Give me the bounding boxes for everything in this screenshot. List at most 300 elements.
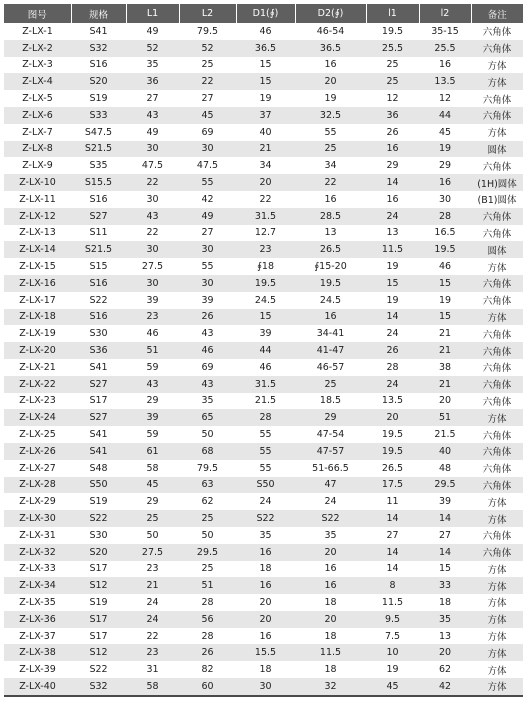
cell-l2-lower: 29.5 [419,477,471,494]
cell-l1: 39 [126,409,179,426]
table-row [4,443,523,460]
cell-d1: 55 [236,426,295,443]
cell-l2: 79.5 [179,460,236,477]
cell-spec: S35 [71,157,126,174]
cell-d2: 19.5 [295,275,366,292]
cell-l2-lower: 13 [419,628,471,645]
cell-l2: 62 [179,493,236,510]
cell-l1: 59 [126,426,179,443]
cell-remark: 方体 [471,57,523,74]
cell-d2: 28.5 [295,208,366,225]
cell-l1: 27.5 [126,544,179,561]
cell-d1: 44 [236,342,295,359]
cell-remark: 六角体 [471,275,523,292]
cell-l1: 22 [126,225,179,242]
cell-drawing-no: Z-LX-6 [4,107,71,124]
cell-drawing-no: Z-LX-21 [4,359,71,376]
cell-l2: 27 [179,90,236,107]
cell-drawing-no: Z-LX-35 [4,594,71,611]
table-row [4,325,523,342]
cell-d2: ∮15-20 [295,258,366,275]
cell-d2: 13 [295,225,366,242]
cell-d1: 21.5 [236,393,295,410]
cell-drawing-no: Z-LX-18 [4,309,71,326]
cell-l2-lower: 21 [419,325,471,342]
cell-d2: 47 [295,477,366,494]
table-row [4,124,523,141]
cell-d2: 25 [295,376,366,393]
cell-drawing-no: Z-LX-26 [4,443,71,460]
cell-l2-lower: 42 [419,678,471,696]
cell-l1-lower: 13 [366,225,419,242]
spec-table-container [4,4,523,697]
cell-drawing-no: Z-LX-17 [4,292,71,309]
cell-l2-lower: 21.5 [419,426,471,443]
cell-d2: 41-47 [295,342,366,359]
cell-d1: 18 [236,661,295,678]
cell-d2: 19 [295,90,366,107]
cell-l2-lower: 35-15 [419,23,471,40]
cell-l2-lower: 16.5 [419,225,471,242]
cell-l1-lower: 19.5 [366,23,419,40]
cell-remark: 方体 [471,577,523,594]
cell-d1: 16 [236,544,295,561]
cell-spec: S32 [71,40,126,57]
cell-l1: 51 [126,342,179,359]
cell-l1-lower: 16 [366,141,419,158]
cell-drawing-no: Z-LX-3 [4,57,71,74]
cell-remark: 六角体 [471,443,523,460]
cell-l1: 43 [126,376,179,393]
cell-remark: 圆体 [471,241,523,258]
cell-l2: 43 [179,376,236,393]
cell-spec: S22 [71,661,126,678]
cell-spec: S30 [71,325,126,342]
cell-l1-lower: 20 [366,409,419,426]
cell-d1: 20 [236,174,295,191]
cell-l1-lower: 28 [366,359,419,376]
cell-l1-lower: 27 [366,527,419,544]
cell-l2-lower: 30 [419,191,471,208]
cell-drawing-no: Z-LX-13 [4,225,71,242]
cell-l1: 43 [126,107,179,124]
cell-l1-lower: 15 [366,275,419,292]
cell-d2: 26.5 [295,241,366,258]
cell-drawing-no: Z-LX-15 [4,258,71,275]
cell-drawing-no: Z-LX-40 [4,678,71,696]
cell-l1: 30 [126,275,179,292]
cell-d1: 39 [236,325,295,342]
cell-l2-lower: 25.5 [419,40,471,57]
cell-d1: 24 [236,493,295,510]
cell-l1-lower: 8 [366,577,419,594]
cell-remark: 六角体 [471,225,523,242]
cell-l2: 28 [179,594,236,611]
cell-d2: 24.5 [295,292,366,309]
cell-d1: 20 [236,594,295,611]
cell-remark: 六角体 [471,376,523,393]
cell-l1-lower: 11.5 [366,241,419,258]
column-header-l1-lower: l1 [366,4,419,23]
cell-l1-lower: 19.5 [366,426,419,443]
cell-l1: 29 [126,493,179,510]
cell-l1-lower: 10 [366,644,419,661]
cell-l2-lower: 46 [419,258,471,275]
cell-l1: 36 [126,73,179,90]
cell-d2: 20 [295,544,366,561]
cell-drawing-no: Z-LX-33 [4,561,71,578]
cell-l1-lower: 45 [366,678,419,696]
cell-l1: 31 [126,661,179,678]
cell-l2-lower: 45 [419,124,471,141]
cell-d1: 16 [236,577,295,594]
cell-l1: 29 [126,393,179,410]
cell-d1: 18 [236,561,295,578]
cell-l2-lower: 19.5 [419,241,471,258]
table-row [4,409,523,426]
cell-l1-lower: 14 [366,510,419,527]
cell-d2: 47-54 [295,426,366,443]
cell-drawing-no: Z-LX-39 [4,661,71,678]
table-row [4,157,523,174]
table-row [4,241,523,258]
cell-d1: 19.5 [236,275,295,292]
cell-spec: S17 [71,628,126,645]
cell-l1: 52 [126,40,179,57]
cell-l1: 22 [126,628,179,645]
cell-l1: 23 [126,309,179,326]
cell-l1: 49 [126,23,179,40]
cell-l2: 27 [179,225,236,242]
cell-remark: 六角体 [471,426,523,443]
cell-l1-lower: 16 [366,191,419,208]
cell-l1: 27 [126,90,179,107]
cell-l1-lower: 14 [366,174,419,191]
column-header-l2: L2 [179,4,236,23]
cell-remark: 六角体 [471,342,523,359]
cell-l2: 30 [179,141,236,158]
cell-d2: 51-66.5 [295,460,366,477]
cell-drawing-no: Z-LX-14 [4,241,71,258]
cell-remark: 六角体 [471,527,523,544]
cell-l1-lower: 25 [366,57,419,74]
cell-spec: S22 [71,510,126,527]
cell-spec: S16 [71,309,126,326]
cell-drawing-no: Z-LX-12 [4,208,71,225]
cell-d1: 15 [236,73,295,90]
cell-l1: 27.5 [126,258,179,275]
cell-drawing-no: Z-LX-7 [4,124,71,141]
cell-remark: 圆体 [471,141,523,158]
cell-d1: 55 [236,460,295,477]
cell-drawing-no: Z-LX-28 [4,477,71,494]
cell-d2: 32.5 [295,107,366,124]
cell-d2: 46-54 [295,23,366,40]
cell-l2-lower: 27 [419,527,471,544]
header-row [4,4,523,23]
cell-remark: 六角体 [471,359,523,376]
cell-l2: 25 [179,57,236,74]
cell-l2-lower: 28 [419,208,471,225]
cell-drawing-no: Z-LX-37 [4,628,71,645]
cell-l1: 30 [126,241,179,258]
cell-drawing-no: Z-LX-10 [4,174,71,191]
cell-l1-lower: 24 [366,376,419,393]
cell-l2-lower: 14 [419,510,471,527]
cell-d2: 18 [295,628,366,645]
cell-spec: S41 [71,426,126,443]
cell-d2: 36.5 [295,40,366,57]
cell-remark: 六角体 [471,208,523,225]
cell-remark: 方体 [471,73,523,90]
cell-drawing-no: Z-LX-34 [4,577,71,594]
cell-l2-lower: 62 [419,661,471,678]
cell-l1: 23 [126,644,179,661]
cell-l2: 55 [179,174,236,191]
cell-spec: S41 [71,359,126,376]
cell-l2-lower: 19 [419,292,471,309]
cell-l2-lower: 16 [419,57,471,74]
table-row [4,477,523,494]
cell-l1: 24 [126,611,179,628]
cell-remark: 方体 [471,493,523,510]
cell-l2: 69 [179,359,236,376]
cell-l2: 25 [179,561,236,578]
cell-l1-lower: 12 [366,90,419,107]
cell-d2: 47-57 [295,443,366,460]
cell-l1: 30 [126,141,179,158]
cell-drawing-no: Z-LX-16 [4,275,71,292]
cell-d2: 35 [295,527,366,544]
column-header-d1: D1(∮) [236,4,295,23]
table-row [4,292,523,309]
cell-d2: 16 [295,577,366,594]
cell-d1: 22 [236,191,295,208]
cell-l2-lower: 48 [419,460,471,477]
cell-l1-lower: 26 [366,342,419,359]
cell-d2: 20 [295,611,366,628]
cell-spec: S12 [71,577,126,594]
column-header-remark: 备注 [471,4,523,23]
table-row [4,577,523,594]
cell-d2: 34-41 [295,325,366,342]
cell-spec: S20 [71,73,126,90]
column-header-l2-lower: l2 [419,4,471,23]
cell-drawing-no: Z-LX-38 [4,644,71,661]
cell-l1: 21 [126,577,179,594]
cell-l2: 82 [179,661,236,678]
table-row [4,359,523,376]
cell-spec: S20 [71,544,126,561]
cell-l2-lower: 44 [419,107,471,124]
table-row [4,644,523,661]
cell-drawing-no: Z-LX-1 [4,23,71,40]
cell-d1: 15 [236,57,295,74]
cell-drawing-no: Z-LX-11 [4,191,71,208]
cell-remark: 六角体 [471,292,523,309]
cell-l2: 52 [179,40,236,57]
cell-remark: (1H)圆体 [471,174,523,191]
cell-spec: S17 [71,561,126,578]
cell-spec: S41 [71,23,126,40]
cell-l2-lower: 35 [419,611,471,628]
cell-l2-lower: 19 [419,141,471,158]
cell-spec: S27 [71,409,126,426]
cell-l1: 47.5 [126,157,179,174]
cell-d1: 20 [236,611,295,628]
cell-l2: 56 [179,611,236,628]
cell-spec: S16 [71,191,126,208]
cell-l1-lower: 24 [366,325,419,342]
cell-spec: S21.5 [71,241,126,258]
cell-d1: 34 [236,157,295,174]
cell-d2: 20 [295,73,366,90]
cell-l1: 23 [126,561,179,578]
cell-l2: 26 [179,644,236,661]
cell-spec: S36 [71,342,126,359]
cell-remark: 方体 [471,124,523,141]
cell-spec: S27 [71,376,126,393]
cell-d2: 22 [295,174,366,191]
cell-l2-lower: 15 [419,309,471,326]
cell-l2: 49 [179,208,236,225]
cell-l2: 55 [179,258,236,275]
cell-l1: 30 [126,191,179,208]
cell-d1: 31.5 [236,208,295,225]
cell-remark: 方体 [471,678,523,696]
cell-l2-lower: 29 [419,157,471,174]
cell-drawing-no: Z-LX-4 [4,73,71,90]
cell-remark: 六角体 [471,477,523,494]
cell-l1: 39 [126,292,179,309]
cell-l2: 26 [179,309,236,326]
cell-l2-lower: 38 [419,359,471,376]
table-row [4,594,523,611]
cell-l2: 46 [179,342,236,359]
cell-l2: 39 [179,292,236,309]
cell-d2: 11.5 [295,644,366,661]
cell-d1: S22 [236,510,295,527]
cell-remark: 六角体 [471,40,523,57]
cell-spec: S15.5 [71,174,126,191]
cell-l2: 35 [179,393,236,410]
cell-spec: S17 [71,393,126,410]
cell-drawing-no: Z-LX-25 [4,426,71,443]
cell-remark: 六角体 [471,544,523,561]
table-row [4,40,523,57]
cell-l2: 50 [179,527,236,544]
cell-spec: S11 [71,225,126,242]
cell-remark: 方体 [471,510,523,527]
table-row [4,141,523,158]
cell-l2-lower: 20 [419,393,471,410]
cell-remark: 六角体 [471,23,523,40]
cell-d2: 16 [295,309,366,326]
column-header-drawing-no: 图号 [4,4,71,23]
cell-l2-lower: 12 [419,90,471,107]
cell-l1-lower: 26 [366,124,419,141]
cell-spec: S15 [71,258,126,275]
table-row [4,493,523,510]
table-row [4,90,523,107]
cell-l1-lower: 36 [366,107,419,124]
cell-spec: S41 [71,443,126,460]
table-row [4,107,523,124]
table-row [4,225,523,242]
cell-d1: 24.5 [236,292,295,309]
cell-l1-lower: 26.5 [366,460,419,477]
cell-l1: 24 [126,594,179,611]
cell-remark: 方体 [471,309,523,326]
table-row [4,191,523,208]
cell-drawing-no: Z-LX-32 [4,544,71,561]
cell-spec: S16 [71,57,126,74]
cell-spec: S19 [71,493,126,510]
cell-drawing-no: Z-LX-31 [4,527,71,544]
cell-remark: 方体 [471,611,523,628]
cell-l1: 61 [126,443,179,460]
cell-remark: 六角体 [471,325,523,342]
cell-drawing-no: Z-LX-30 [4,510,71,527]
cell-spec: S16 [71,275,126,292]
cell-spec: S47.5 [71,124,126,141]
cell-l2-lower: 14 [419,544,471,561]
table-header [4,4,523,23]
table-row [4,376,523,393]
cell-l2: 51 [179,577,236,594]
cell-d1: 40 [236,124,295,141]
table-row [4,23,523,40]
table-row [4,510,523,527]
cell-l1-lower: 19 [366,661,419,678]
cell-drawing-no: Z-LX-9 [4,157,71,174]
cell-l1-lower: 14 [366,309,419,326]
cell-l2: 42 [179,191,236,208]
cell-d1: 16 [236,628,295,645]
cell-d2: 25 [295,141,366,158]
cell-d1: 37 [236,107,295,124]
table-row [4,73,523,90]
cell-d2: 32 [295,678,366,696]
cell-d1: 55 [236,443,295,460]
table-body [4,23,523,696]
cell-l2: 68 [179,443,236,460]
cell-drawing-no: Z-LX-24 [4,409,71,426]
cell-l2: 65 [179,409,236,426]
cell-d2: 18 [295,594,366,611]
cell-l2-lower: 15 [419,561,471,578]
cell-l2: 25 [179,510,236,527]
cell-remark: 方体 [471,258,523,275]
table-row [4,258,523,275]
cell-drawing-no: Z-LX-27 [4,460,71,477]
cell-drawing-no: Z-LX-19 [4,325,71,342]
cell-d1: 21 [236,141,295,158]
cell-l2: 43 [179,325,236,342]
cell-l2: 63 [179,477,236,494]
cell-d2: 18 [295,661,366,678]
cell-l1-lower: 14 [366,561,419,578]
cell-l1-lower: 19.5 [366,443,419,460]
cell-l1: 25 [126,510,179,527]
cell-l1: 46 [126,325,179,342]
cell-d2: 18.5 [295,393,366,410]
cell-l2-lower: 39 [419,493,471,510]
cell-l1: 59 [126,359,179,376]
cell-l1-lower: 25.5 [366,40,419,57]
cell-spec: S12 [71,644,126,661]
cell-d1: S50 [236,477,295,494]
